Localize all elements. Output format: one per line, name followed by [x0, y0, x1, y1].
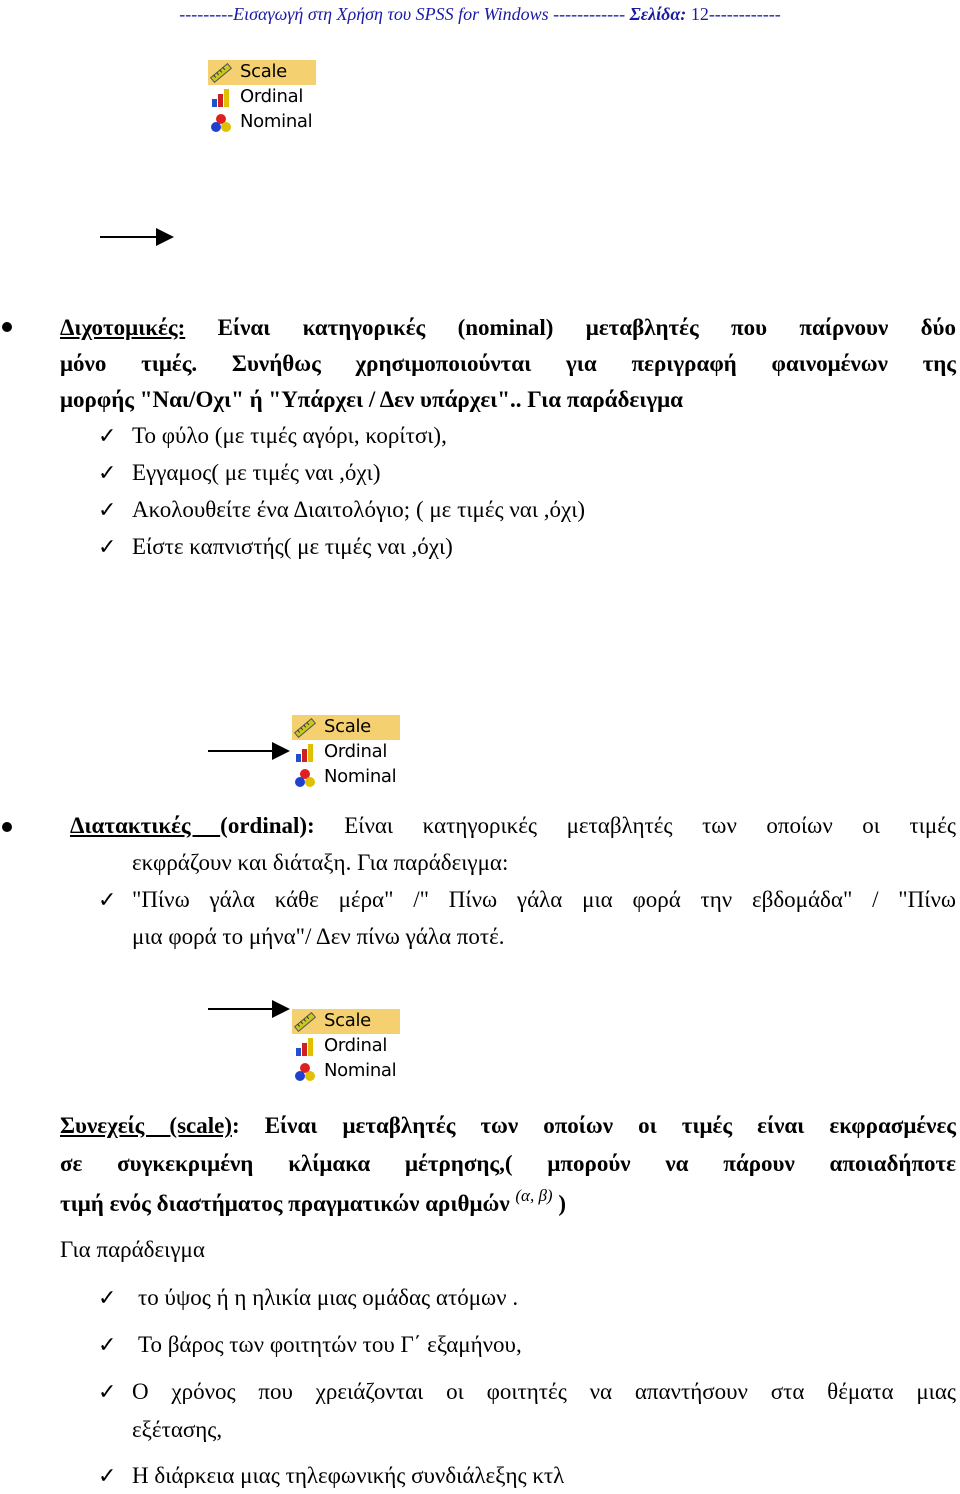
header-page-label: Σελίδα: [629, 4, 687, 24]
three-balls-icon [210, 113, 232, 133]
ordinal-example-line1: "Πίνω γάλα κάθε μέρα" /" Πίνω γάλα μια φορά την εβδομάδα" / "Πίνω [132, 887, 956, 912]
scale-line1 [60, 1108, 956, 1144]
ordinal-paren: (ordinal): [220, 813, 315, 838]
dichotomous-example-4: Είστε καπνιστής( με τιμές ναι ,όχι) [132, 534, 453, 559]
measure-label-ordinal: Ordinal [324, 1035, 388, 1056]
scale-example-1: το ύψος ή η ηλικία μιας ομάδας ατόμων . [138, 1285, 519, 1310]
measure-list-3 [292, 1009, 427, 1084]
check-icon: ✓ [98, 461, 117, 486]
check-icon: ✓ [98, 1380, 117, 1405]
scale-line3 [60, 1186, 566, 1224]
measure-label-scale: Scale [324, 716, 371, 737]
scale-example-4: Η διάρκεια μιας τηλεφωνικής συνδιάλεξης κτλ [132, 1463, 565, 1488]
measure-label-scale: Scale [240, 61, 287, 82]
three-balls-icon [294, 1062, 316, 1082]
dichotomous-line1 [60, 310, 956, 346]
dichotomous-line2: μόνο τιμές. Συνήθως χρησιμοποιούνται για περιγραφή φαινομένων της [60, 351, 956, 376]
measure-item-ordinal[interactable] [292, 1034, 427, 1059]
ordinal-line2: εκφράζουν και διάταξη. Για παράδειγμα: [132, 850, 509, 875]
measure-item-nominal[interactable] [208, 110, 343, 135]
arrow-line [100, 236, 158, 238]
dichotomous-example-2: Εγγαμος( με τιμές ναι ,όχι) [132, 460, 381, 485]
bar-chart-icon [294, 743, 316, 763]
measure-label-nominal: Nominal [324, 766, 397, 787]
ruler-icon [294, 1012, 316, 1032]
check-icon: ✓ [98, 535, 117, 560]
arrow-line [208, 750, 276, 752]
dichotomous-example-1: Το φύλο (με τιμές αγόρι, κορίτσι), [132, 423, 447, 448]
arrow-right-icon [156, 228, 174, 246]
measure-item-nominal[interactable] [292, 765, 427, 790]
measure-item-scale[interactable] [292, 1009, 400, 1034]
check-icon: ✓ [98, 1333, 117, 1358]
header-suffix: ------------ [708, 4, 781, 24]
scale-example-3-cont: εξέτασης, [132, 1417, 223, 1442]
measure-label-nominal: Nominal [324, 1060, 397, 1081]
bar-chart-icon [294, 1037, 316, 1057]
scale-example-3: Ο χρόνος που χρειάζονται οι φοιτητές να απαντήσουν στα θέματα μιας [132, 1379, 956, 1404]
check-icon: ✓ [98, 888, 117, 913]
arrow-line [208, 1008, 276, 1010]
header-page-number: 12 [690, 4, 709, 24]
scale-term: Συνεχείς (scale) [60, 1113, 232, 1138]
three-balls-icon [294, 768, 316, 788]
dichotomous-line3: μορφής "Ναι/Οχι" ή "Υπάρχει / Δεν υπάρχει".. Για παράδειγμα [60, 387, 683, 412]
page-header [0, 4, 960, 25]
scale-text3: τιμή ενός διαστήματος πραγματικών αριθμών [60, 1191, 510, 1216]
measure-item-scale[interactable] [208, 60, 316, 85]
measure-item-nominal[interactable] [292, 1059, 427, 1084]
check-icon: ✓ [98, 1464, 117, 1489]
measure-label-ordinal: Ordinal [240, 86, 304, 107]
ordinal-text1: Είναι κατηγορικές μεταβλητές των οποίων οι τιμές [314, 813, 956, 838]
dichotomous-text1: Είναι κατηγορικές (nominal) μεταβλητές που παίρνουν δύο [185, 315, 956, 340]
dichotomous-term: Διχοτομικές: [60, 315, 186, 340]
header-title: ---------Εισαγωγή στη Χρήση του SPSS for Windows ------------ [179, 4, 626, 24]
check-icon: ✓ [98, 498, 117, 523]
bullet-icon [2, 322, 12, 332]
measure-label-ordinal: Ordinal [324, 741, 388, 762]
dichotomous-example-3: Ακολουθείτε ένα Διαιτολόγιο; ( με τιμές ναι ,όχι) [132, 497, 586, 522]
arrow-right-icon [272, 1000, 290, 1018]
scale-text1: : Είναι μεταβλητές των οποίων οι τιμές είναι εκφρασμένες [232, 1113, 956, 1138]
measure-item-ordinal[interactable] [208, 85, 343, 110]
scale-for-example: Για παράδειγμα [60, 1237, 205, 1262]
scale-close: ) [552, 1191, 567, 1216]
scale-interval: (α, β) [515, 1186, 553, 1205]
ruler-icon [294, 718, 316, 738]
measure-item-ordinal[interactable] [292, 740, 427, 765]
measure-label-nominal: Nominal [240, 111, 313, 132]
check-icon: ✓ [98, 1286, 117, 1311]
measure-label-scale: Scale [324, 1010, 371, 1031]
scale-example-2: Το βάρος των φοιτητών του Γ΄ εξαμήνου, [138, 1332, 522, 1357]
bullet-icon [2, 822, 12, 832]
measure-list-2 [292, 715, 427, 790]
check-icon: ✓ [98, 424, 117, 449]
measure-item-scale[interactable] [292, 715, 400, 740]
scale-line2: σε συγκεκριμένη κλίμακα μέτρησης,( μπορούν να πάρουν αποιαδήποτε [60, 1151, 956, 1176]
ordinal-term: Διατακτικές [70, 813, 221, 838]
ordinal-line1 [70, 808, 956, 844]
arrow-right-icon [272, 742, 290, 760]
ordinal-example-line2: μια φορά το μήνα"/ Δεν πίνω γάλα ποτέ. [132, 924, 505, 949]
bar-chart-icon [210, 88, 232, 108]
ruler-icon [210, 63, 232, 83]
measure-list-1 [208, 60, 343, 135]
